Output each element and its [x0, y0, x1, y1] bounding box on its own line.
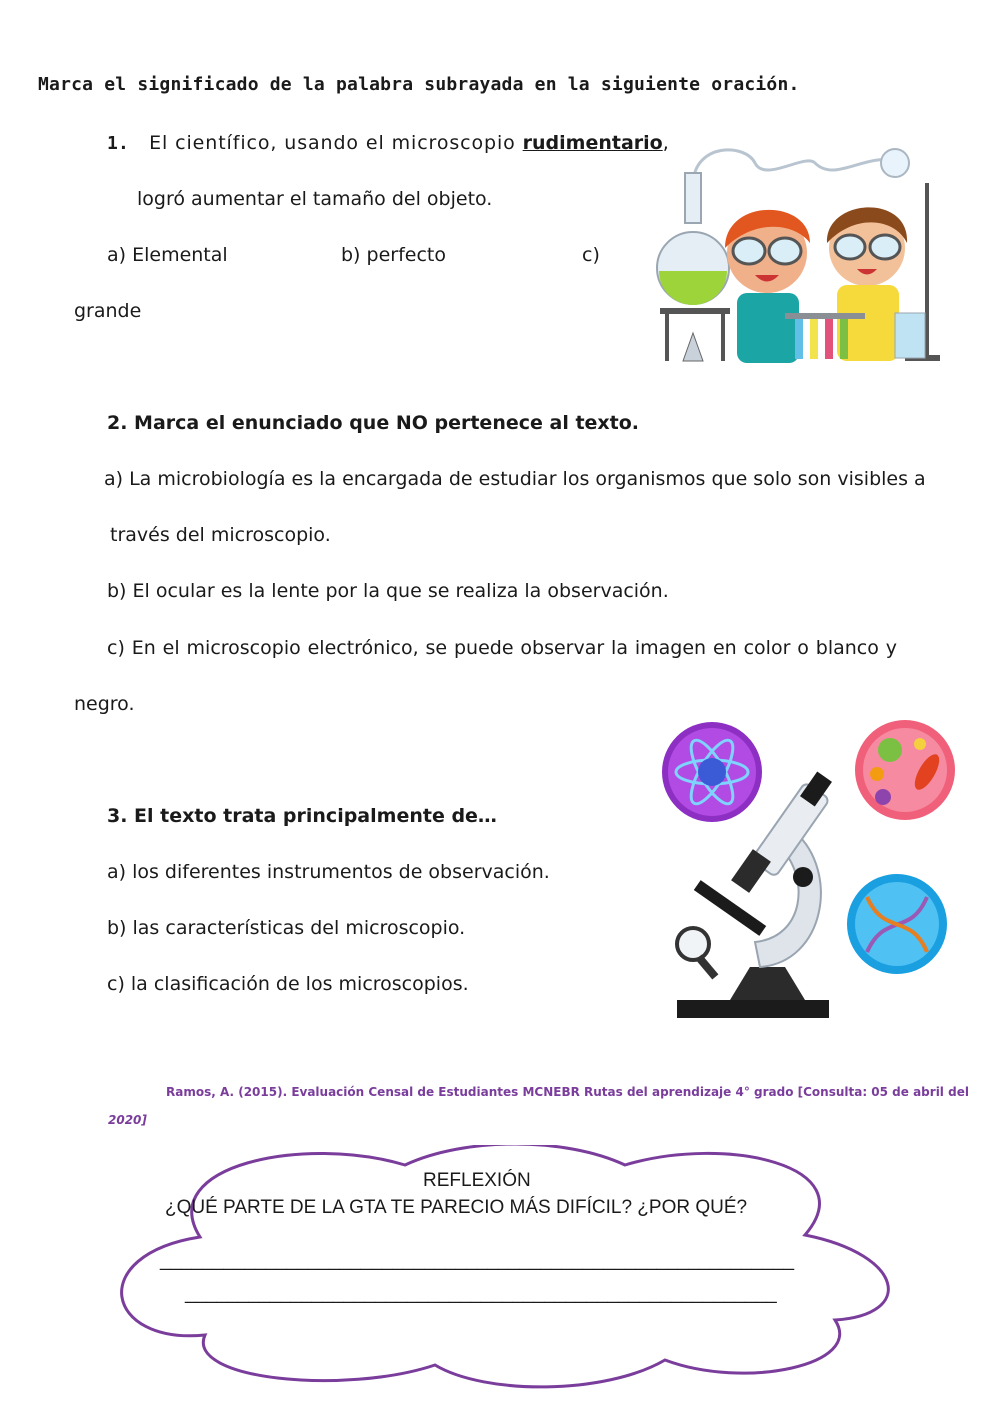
- question-2-option-c-line-2: negro.: [74, 693, 135, 715]
- microscope-illustration: [655, 712, 975, 1032]
- question-2-option-a-line-2: través del microscopio.: [110, 524, 331, 546]
- answer-line-2[interactable]: ________________________________________________________: [185, 1283, 777, 1304]
- question-3-option-b[interactable]: b) las características del microscopio.: [107, 917, 466, 939]
- reflection-question: ¿QUÉ PARTE DE LA GTA TE PARECIO MÁS DIFÍCIL? ¿POR QUÉ?: [165, 1197, 748, 1218]
- reflection-title: REFLEXIÓN: [423, 1170, 531, 1191]
- question-1-option-c[interactable]: c): [582, 244, 600, 266]
- question-1-line-1: [107, 132, 669, 154]
- question-1-option-b[interactable]: b) perfecto: [341, 244, 446, 266]
- citation-line-2: 2020]: [108, 1113, 147, 1127]
- question-3-title: 3. El texto trata principalmente de…: [107, 805, 497, 827]
- question-1-keyword: rudimentario: [522, 132, 663, 154]
- question-1-text: El científico, usando el microscopio: [149, 132, 523, 154]
- question-2-option-c-line-1[interactable]: c) En el microscopio electrónico, se puede observar la imagen en color o blanco y: [107, 637, 897, 659]
- question-3-option-a[interactable]: a) los diferentes instrumentos de observación.: [107, 861, 550, 883]
- question-2-option-a-line-1[interactable]: a) La microbiología es la encargada de estudiar los organismos que solo son visibles a: [104, 468, 926, 490]
- question-3-option-c[interactable]: c) la clasificación de los microscopios.: [107, 973, 469, 995]
- question-1-option-c-continued: grande: [74, 300, 142, 322]
- instruction: Marca el significado de la palabra subrayada en la siguiente oración.: [38, 74, 800, 95]
- question-1-comma: ,: [662, 132, 669, 154]
- kids-lab-illustration: [655, 143, 945, 373]
- question-2-title: 2. Marca el enunciado que NO pertenece al texto.: [107, 412, 640, 434]
- question-2-option-b[interactable]: b) El ocular es la lente por la que se realiza la observación.: [107, 580, 669, 602]
- question-1-option-a[interactable]: a) Elemental: [107, 244, 228, 266]
- question-1-line-2: logró aumentar el tamaño del objeto.: [137, 188, 493, 210]
- citation-line-1: Ramos, A. (2015). Evaluación Censal de Estudiantes MCNEBR Rutas del aprendizaje 4° grado [Consulta: 05 de abril del: [166, 1085, 969, 1099]
- question-1-number: 1.: [107, 133, 130, 154]
- answer-line-1[interactable]: ____________________________________________________________: [160, 1250, 795, 1271]
